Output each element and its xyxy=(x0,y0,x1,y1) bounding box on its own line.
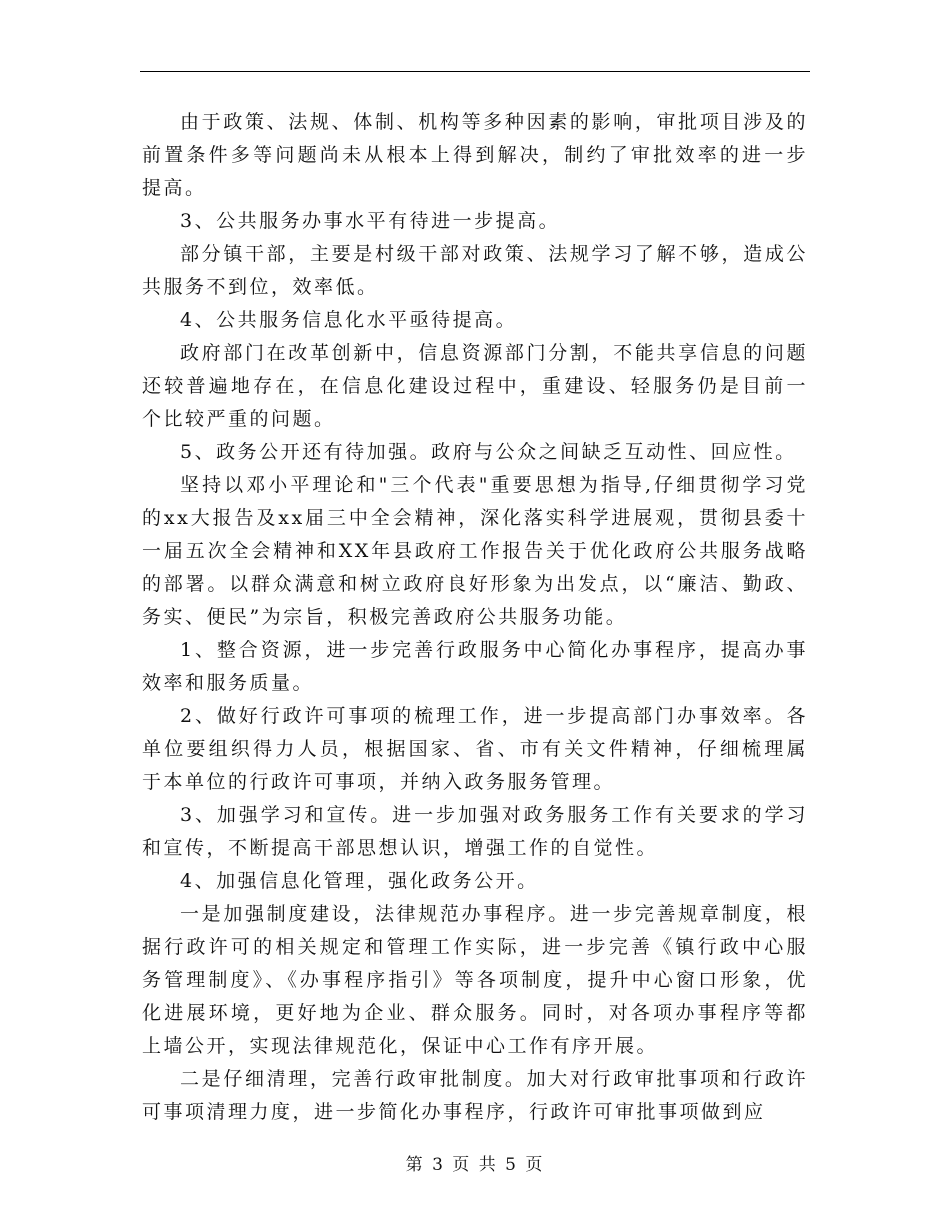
paragraph: 由于政策、法规、体制、机构等多种因素的影响，审批项目涉及的前置条件多等问题尚未从根本上得到解决，制约了审批效率的进一步提高。 xyxy=(142,111,808,199)
paragraph: 政府部门在改革创新中，信息资源部门分割，不能共享信息的问题还较普遍地存在，在信息化建设过程中，重建设、轻服务仍是目前一个比较严重的问题。 xyxy=(142,342,808,430)
paragraph: 二是仔细清理，完善行政审批制度。加大对行政审批事项和行政许可事项清理力度，进一步简化办事程序，行政许可审批事项做到应 xyxy=(142,1068,808,1123)
paragraph: 4、公共服务信息化水平亟待提高。 xyxy=(180,309,518,331)
paragraph: 5、政务公开还有待加强。政府与公众之间缺乏互动性、回应性。 xyxy=(180,441,797,463)
paragraph: 一是加强制度建设，法律规范办事程序。进一步完善规章制度，根据行政许可的相关规定和管理工作实际，进一步完善《镇行政中心服务管理制度》、《办事程序指引》等各项制度，提升中心窗口形象，优化进展环境，更好地为企业、群众服务。同时，对各项办事程序等都上墙公开，实现法律规范化，保证中心工作有序开展。 xyxy=(142,903,808,1057)
paragraph: 1、整合资源，进一步完善行政服务中心简化办事程序，提高办事效率和服务质量。 xyxy=(142,639,808,694)
paragraph: 3、加强学习和宣传。进一步加强对政务服务工作有关要求的学习和宣传，不断提高干部思想认识，增强工作的自觉性。 xyxy=(142,804,808,859)
paragraph: 坚持以邓小平理论和"三个代表"重要思想为指导,仔细贯彻学习党的xx大报告及xx届三中全会精神，深化落实科学进展观，贯彻县委十一届五次全会精神和XX年县政府工作报告关于优化政府公共服务战略的部署。以群众满意和树立政府良好形象为出发点，以“廉洁、勤政、务实、便民”为宗旨，积极完善政府公共服务功能。 xyxy=(142,474,808,628)
header-rule xyxy=(140,71,810,72)
document-body xyxy=(142,106,808,1129)
paragraph: 3、公共服务办事水平有待进一步提高。 xyxy=(180,210,561,232)
page-number: 第 3 页 共 5 页 xyxy=(405,1155,545,1175)
paragraph: 部分镇干部，主要是村级干部对政策、法规学习了解不够，造成公共服务不到位，效率低。 xyxy=(142,243,808,298)
paragraph: 2、做好行政许可事项的梳理工作，进一步提高部门办事效率。各单位要组织得力人员，根据国家、省、市有关文件精神，仔细梳理属于本单位的行政许可事项，并纳入政务服务管理。 xyxy=(142,705,808,793)
paragraph: 4、加强信息化管理，强化政务公开。 xyxy=(180,870,539,892)
